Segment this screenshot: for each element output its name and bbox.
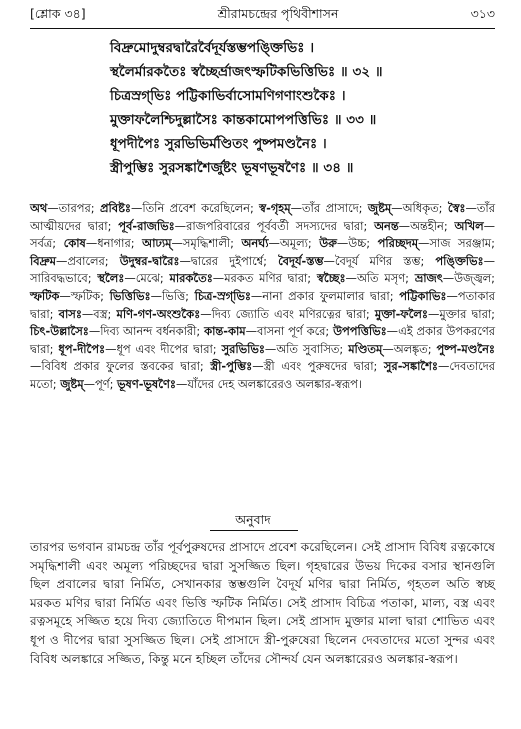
chapter-title: শ্রীরামচন্দ্রের পৃথিবীশাসন [217, 6, 339, 21]
sanskrit-term: কান্ত-কাম [204, 324, 246, 339]
sanskrit-term: সুরভিভিঃ [221, 341, 265, 356]
translation-heading: অনুবাদ [235, 512, 271, 527]
term-meaning: —ভিত্তি; [150, 288, 195, 303]
term-meaning: —বৈদূর্য মণির স্তম্ভ; [323, 253, 436, 268]
term-meaning: —দেবতাদের মতো; [30, 359, 495, 391]
term-meaning: —ধূপ এবং দীপের দ্বারা; [105, 341, 222, 356]
verse-line: মুক্তাফলৈশ্চিদুল্লাসৈঃ কান্তকামোপপত্তিভিঃ ॥ ৩৩ ॥ [110, 112, 377, 128]
sanskrit-term: পঙ্ক্তিভিঃ [435, 253, 484, 268]
sanskrit-verses [110, 36, 501, 180]
sanskrit-term: বাসঃ [58, 306, 82, 321]
sanskrit-term: জুষ্টম্ [60, 376, 84, 391]
term-meaning: —বাসনা পূর্ণ করে; [245, 324, 334, 339]
term-meaning: —এই প্রকার উপকরণের দ্বারা; [30, 324, 495, 356]
sanskrit-term: ভিত্তিভিঃ [109, 288, 151, 303]
term-meaning: —দ্বারের দুইপার্শ্বে; [179, 253, 279, 268]
term-meaning: —পূর্ণ; [83, 376, 118, 391]
sanskrit-term: অনন্ত [374, 218, 399, 233]
term-meaning: —তাঁর আত্মীয়দের দ্বারা; [30, 201, 496, 233]
sanskrit-term: কোষ [63, 236, 86, 251]
term-meaning: —ধনাগার; [85, 236, 143, 251]
sanskrit-term: ভূষণ-ভূষণৈঃ [117, 376, 176, 391]
term-meaning: —তিনি প্রবেশ করেছিলেন; [130, 201, 260, 215]
term-meaning: —রাজপরিবারের পূর্ববর্তী সদস্যদের দ্বারা; [174, 218, 375, 233]
verse-line: বিদ্রুমোদুম্বরদ্বারৈর্বৈদূর্যস্তম্ভপঙ্ক্তিভিঃ । [110, 40, 315, 56]
term-meaning: —বিবিধ প্রকার ফুলের স্তবকের দ্বারা; [30, 359, 211, 374]
term-meaning: —অলঙ্কৃত; [382, 341, 437, 356]
sanskrit-term: চিৎ-উল্লাসৈঃ [30, 324, 89, 339]
sanskrit-term: স্বচ্ছৈঃ [316, 271, 346, 286]
heading-underline [210, 530, 298, 531]
verse-line: স্থলৈর্মারকতৈঃ স্বচ্ছৈর্ভ্রাজৎস্ফটিকভিত্তিভিঃ ॥ ৩২ ॥ [110, 64, 383, 80]
sanskrit-term: প্রবিষ্টঃ [99, 201, 131, 215]
sanskrit-term: স্বৈঃ [447, 201, 466, 215]
sanskrit-term: অনর্ঘ্য [241, 236, 269, 251]
sanskrit-term: স্থলৈঃ [97, 271, 125, 286]
term-meaning: —অতি মসৃণ; [345, 271, 415, 286]
sanskrit-term: পূর্ব-রাজভিঃ [118, 218, 175, 233]
sanskrit-term: আঢ্যম্ [142, 236, 172, 251]
term-meaning: —সাজ সরঞ্জাম; [418, 236, 495, 251]
sanskrit-term: পরিচ্ছদম্ [377, 236, 419, 251]
sanskrit-term: অখিল [454, 218, 484, 233]
term-meaning: —নানা প্রকার ফুলমালার দ্বারা; [250, 288, 400, 303]
term-meaning: —দিব্য জ্যোতি এবং মণিরত্নের দ্বারা; [200, 306, 375, 321]
sanskrit-term: বিদ্রুম [30, 253, 56, 268]
sanskrit-term: মণি-গণ-অংশুকৈঃ [116, 306, 201, 321]
term-meaning: —স্ফটিক; [59, 288, 110, 303]
sanskrit-term: স্ত্রী-পুম্ভিঃ [210, 359, 253, 374]
term-meaning: —অন্তহীন; [398, 218, 455, 233]
term-meaning: —মুক্তার দ্বারা; [427, 306, 495, 321]
term-meaning: —অধিকৃত; [391, 201, 448, 215]
verse-line: স্ত্রীপুম্ভিঃ সুরসঙ্কাশৈর্জুষ্টং ভূষণভূষণৈঃ ॥ ৩৪ ॥ [110, 160, 354, 176]
term-meaning: —সর্বত্র; [30, 218, 496, 251]
term-meaning: —অমূল্য; [268, 236, 320, 251]
header-rule [30, 28, 495, 29]
term-meaning: —পতাকার দ্বারা; [30, 288, 495, 321]
sanskrit-term: উরু [319, 236, 337, 251]
sanskrit-term: জুষ্টম্ [367, 201, 392, 215]
sanskrit-term: পুষ্প-মণ্ডনৈঃ [436, 341, 495, 356]
sanskrit-term: উপপত্তিভিঃ [333, 324, 387, 339]
term-meaning: —সমৃদ্ধিশালী; [171, 236, 242, 251]
term-meaning: —বস্ত্র; [81, 306, 117, 321]
term-meaning: —তাঁর প্রাসাদে; [290, 201, 368, 215]
translation-paragraph: তারপর ভগবান রামচন্দ্র তাঁর পূর্বপুরুষদের প্রাসাদে প্রবেশ করেছিলেন। সেই প্রাসাদ বিবিধ রত্নকোষে সমৃদ্ধিশালী এবং অমূল্য পরিচ্ছদের দ্বারা সুসজ্জিত ছিল। গৃহদ্বারের উভয় দিকের বসার স্থানগুলি ছিল প্রবালের দ্বারা নির্মিত, সেখানকার স্তম্ভগুলি বৈদূর্য মণির দ্বারা নির্মিত, গৃহতল অতি স্বচ্ছ মরকত মণির দ্বারা নির্মিত এবং ভিত্তি স্ফটিক নির্মিত। সেই প্রাসাদ বিচিত্র পতাকা, মাল্য, বস্ত্র এবং রত্নসমূহে সজ্জিত হয়ে দিব্য জ্যোতিতে দীপমান ছিল। সেই প্রাসাদ মুক্তার মালা দ্বারা শোভিত এবং ধূপ ও দীপের দ্বারা সুসজ্জিত ছিল। সেই প্রাসাদে স্ত্রী-পুরুষেরা ছিলেন দেবতাদের মতো সুন্দর এবং বিবিধ অলঙ্কারে সজ্জিত, কিন্তু মনে হচ্ছিল তাঁদের সৌন্দর্য যেন অলঙ্কারেরও অলঙ্কার-স্বরূপ। [30, 540, 495, 666]
term-meaning: —অতি সুবাসিত; [264, 341, 349, 356]
term-meaning: —মরকত মণির দ্বারা; [212, 271, 317, 286]
term-meaning: —তারপর; [47, 201, 100, 215]
sanskrit-term: পট্টিকাভিঃ [399, 288, 447, 303]
sanskrit-term: সুর-সঙ্কাশৈঃ [383, 359, 438, 374]
term-meaning: —স্ত্রী এবং পুরুষদের দ্বারা; [252, 359, 384, 374]
sanskrit-term: চিত্র-স্রগ্‌ভিঃ [194, 288, 251, 303]
term-meaning: —মেঝে; [124, 271, 170, 286]
sanskrit-term: মুক্তা-ফলৈঃ [374, 306, 428, 321]
term-meaning: —উচ্চ; [336, 236, 378, 251]
sanskrit-term: অথ [30, 201, 48, 215]
sanskrit-term: মারকতৈঃ [169, 271, 213, 286]
term-meaning: —সারিবদ্ধভাবে; [30, 253, 495, 286]
term-meaning: —প্রবালের; [55, 253, 120, 268]
term-meaning: —দিব্য আনন্দ বর্ধনকারী; [88, 324, 205, 339]
word-for-word-commentary [30, 200, 495, 394]
sanskrit-term: স্ব-গৃহম্ [259, 201, 291, 215]
term-meaning: —যাঁদের দেহ অলঙ্কারেরও অলঙ্কার-স্বরূপ। [175, 376, 362, 391]
sanskrit-term: ভ্রাজৎ [414, 271, 443, 286]
sanskrit-term: উদুম্বর-দ্বারৈঃ [119, 253, 180, 268]
sanskrit-term: মণ্ডিতম্ [348, 341, 383, 356]
term-meaning: —উজ্জ্বল; [442, 271, 496, 286]
sanskrit-term: স্ফটিক [30, 288, 60, 303]
verse-reference: [শ্লোক ৩৪] [30, 6, 86, 21]
verse-line: চিত্রস্রগ্‌ভিঃ পট্টিকাভির্বাসোমণিগণাংশুকৈঃ । [110, 88, 346, 104]
sanskrit-term: বৈদূর্য-স্তম্ভ [278, 253, 324, 268]
running-header [30, 7, 495, 25]
sanskrit-term: ধূপ-দীপৈঃ [58, 341, 106, 356]
verse-line: ধূপদীপৈঃ সুরভিভির্মণ্ডিতং পুষ্পমণ্ডনৈঃ । [110, 136, 327, 152]
page-number: ৩১৩ [470, 6, 495, 21]
